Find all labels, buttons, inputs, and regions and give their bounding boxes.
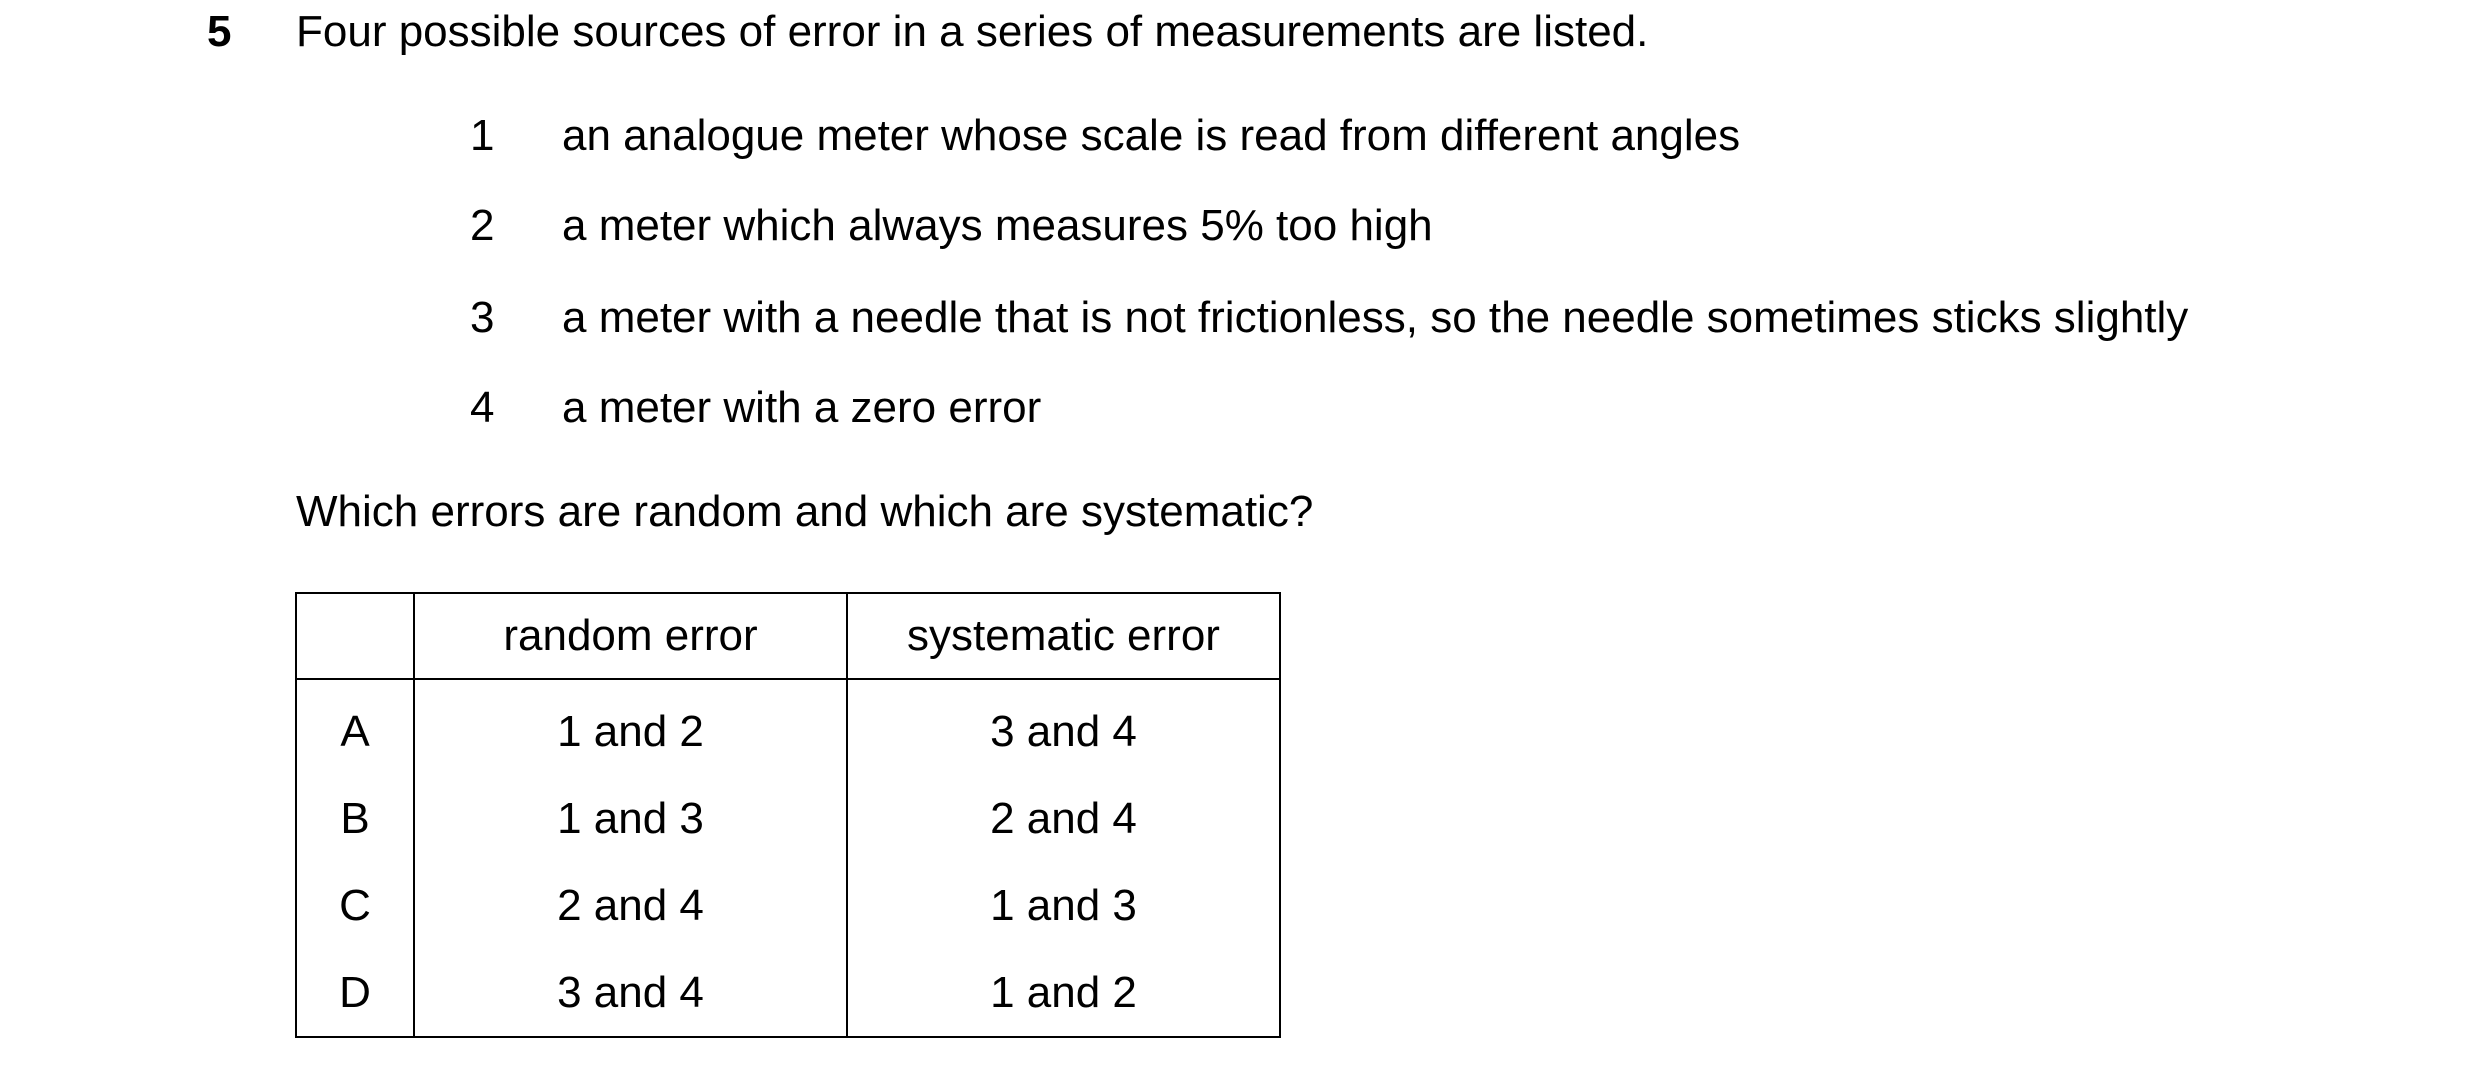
header-random-error: random error xyxy=(414,593,847,679)
item-number: 1 xyxy=(470,111,495,160)
question-prompt: Which errors are random and which are systematic? xyxy=(296,487,1314,536)
item-text: a meter with a zero error xyxy=(562,383,1042,432)
answer-options-table xyxy=(295,592,1281,1038)
item-number: 2 xyxy=(470,201,495,250)
item-number: 4 xyxy=(470,383,495,432)
systematic-error-cell: 1 and 2 xyxy=(847,949,1280,1037)
systematic-error-cell: 3 and 4 xyxy=(847,679,1280,775)
item-text: a meter which always measures 5% too high xyxy=(562,201,1433,250)
random-error-cell: 2 and 4 xyxy=(414,862,847,949)
question-number: 5 xyxy=(207,7,232,56)
header-systematic-error: systematic error xyxy=(847,593,1280,679)
table-row-option-c[interactable] xyxy=(296,862,1280,949)
random-error-cell: 1 and 2 xyxy=(414,679,847,775)
option-letter: A xyxy=(296,679,414,775)
item-text: an analogue meter whose scale is read from different angles xyxy=(562,111,1741,160)
question-stem: Four possible sources of error in a series of measurements are listed. xyxy=(296,7,1649,56)
systematic-error-cell: 2 and 4 xyxy=(847,775,1280,862)
item-number: 3 xyxy=(470,293,495,342)
random-error-cell: 1 and 3 xyxy=(414,775,847,862)
table-row-option-a[interactable] xyxy=(296,679,1280,775)
table-row-option-b[interactable] xyxy=(296,775,1280,862)
item-text: a meter with a needle that is not frictionless, so the needle sometimes sticks slightly xyxy=(562,293,2189,342)
systematic-error-cell: 1 and 3 xyxy=(847,862,1280,949)
option-letter: D xyxy=(296,949,414,1037)
option-letter: B xyxy=(296,775,414,862)
header-cell-blank xyxy=(296,593,414,679)
option-letter: C xyxy=(296,862,414,949)
table-header-row xyxy=(296,593,1280,679)
table-row-option-d[interactable] xyxy=(296,949,1280,1037)
random-error-cell: 3 and 4 xyxy=(414,949,847,1037)
